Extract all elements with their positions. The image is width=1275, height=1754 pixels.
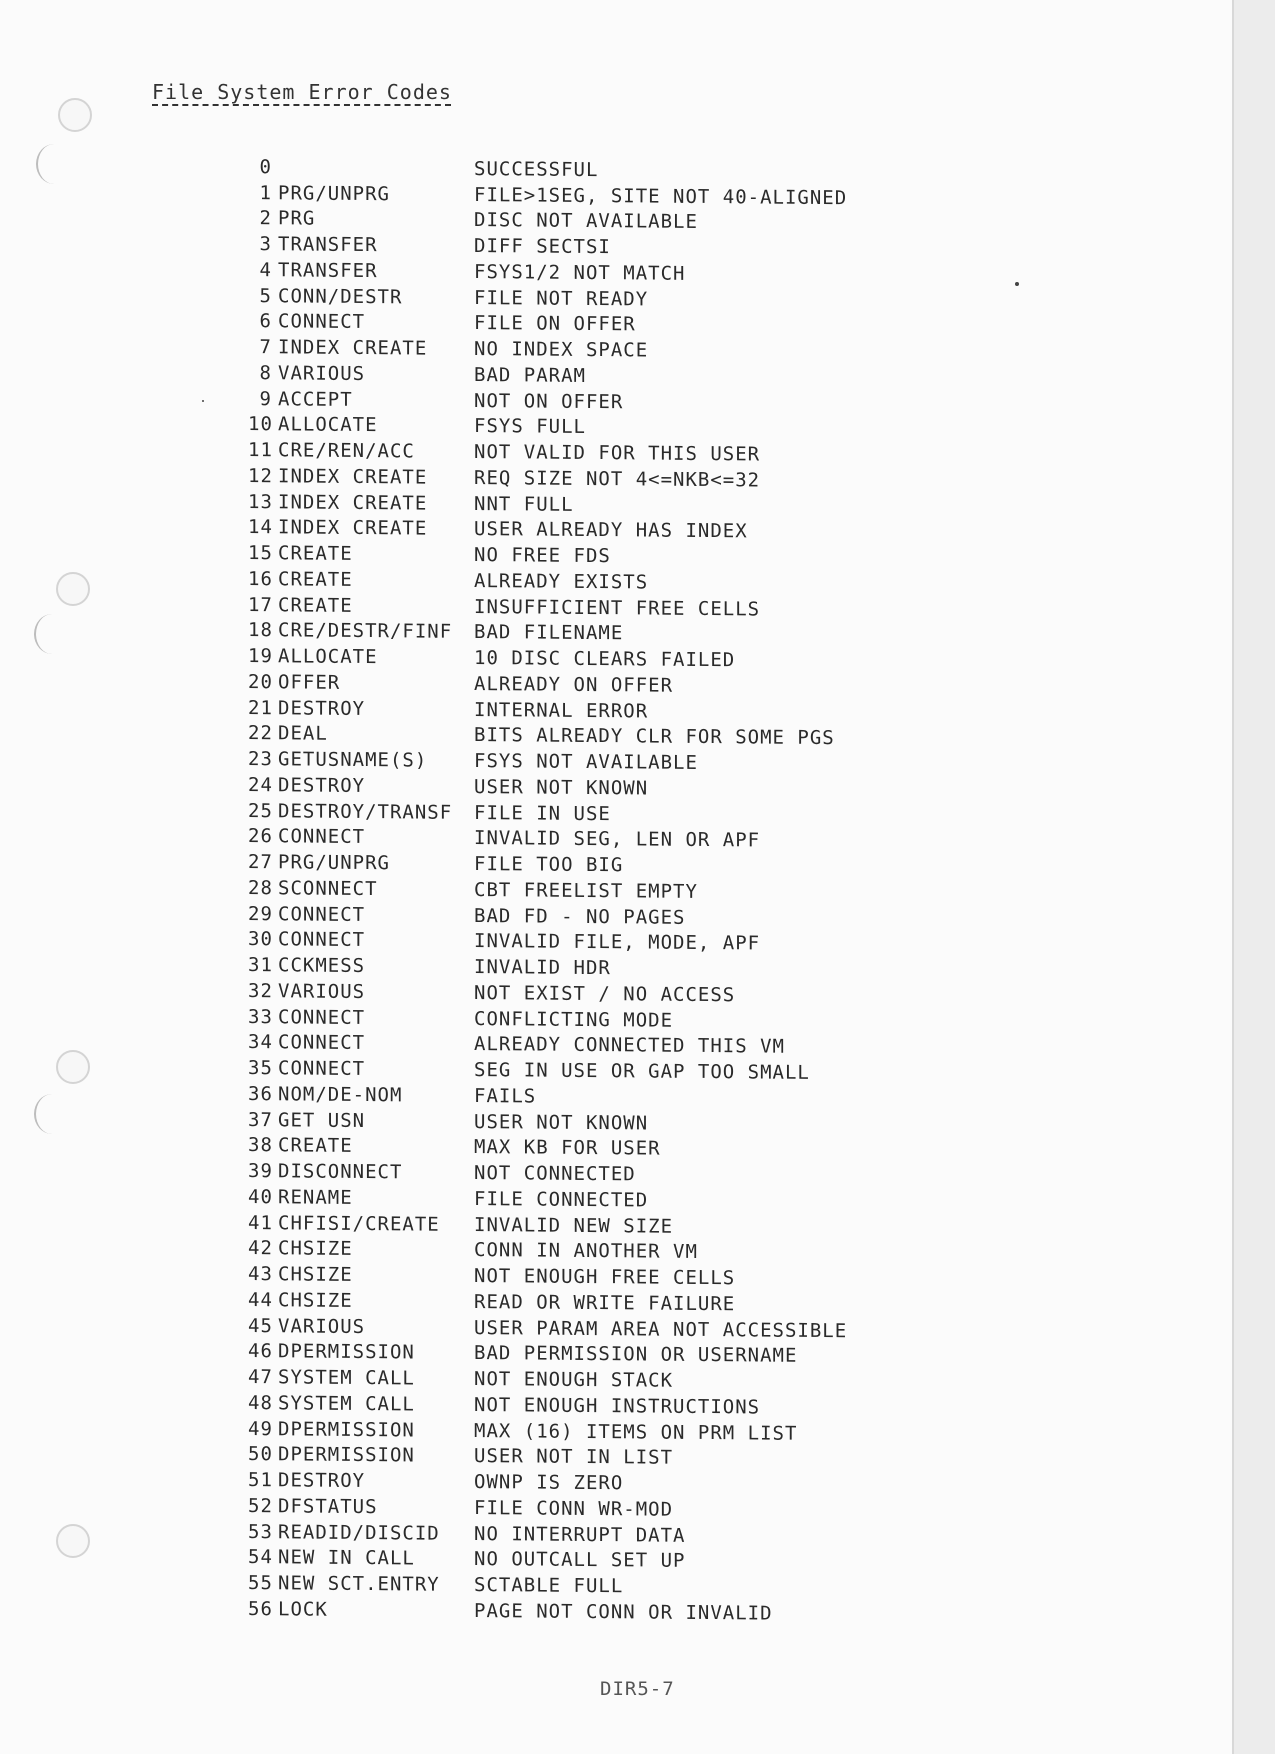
error-code-number: 27 xyxy=(248,851,273,874)
error-code-number: 56 xyxy=(248,1597,273,1621)
error-code-number: 11 xyxy=(248,439,273,462)
error-code-operation: OFFER xyxy=(278,671,341,694)
error-code-number: 18 xyxy=(248,619,273,642)
error-code-number: 24 xyxy=(248,773,273,797)
error-code-number: 41 xyxy=(248,1211,273,1234)
error-code-number: 25 xyxy=(248,799,273,822)
error-code-message: NO INDEX SPACE xyxy=(474,338,649,362)
error-code-message: ALREADY ON OFFER xyxy=(474,672,674,697)
error-code-number: 36 xyxy=(248,1082,273,1106)
error-code-message: NO INTERRUPT DATA xyxy=(474,1522,686,1547)
error-code-operation: READID/DISCID xyxy=(278,1520,440,1545)
error-code-operation: SCONNECT xyxy=(278,877,378,901)
error-code-message: NOT ENOUGH INSTRUCTIONS xyxy=(474,1393,761,1419)
error-code-operation: DESTROY xyxy=(278,696,366,720)
error-code-message: NO FREE FDS xyxy=(474,544,611,568)
error-code-number: 13 xyxy=(248,490,273,513)
error-code-operation: CONNECT xyxy=(278,902,366,926)
error-code-message: NOT EXIST / NO ACCESS xyxy=(474,981,736,1007)
error-code-message: FSYS1/2 NOT MATCH xyxy=(474,260,686,285)
error-code-operation: CHSIZE xyxy=(278,1263,353,1287)
error-code-message: INVALID HDR xyxy=(474,956,611,980)
error-code-operation: SYSTEM CALL xyxy=(278,1392,415,1416)
error-code-message: DISC NOT AVAILABLE xyxy=(474,209,698,234)
error-code-number: 28 xyxy=(248,876,273,900)
error-code-message: NNT FULL xyxy=(474,492,574,516)
error-code-operation: CHSIZE xyxy=(278,1289,353,1312)
error-code-message: USER NOT IN LIST xyxy=(474,1445,674,1470)
error-code-message: INVALID FILE, MODE, APF xyxy=(474,930,761,955)
error-code-operation: DPERMISSION xyxy=(278,1340,415,1364)
error-code-message: FAILS xyxy=(474,1084,537,1108)
error-code-message: FSYS FULL xyxy=(474,415,586,439)
error-code-message: INTERNAL ERROR xyxy=(474,698,649,723)
error-code-operation: CONN/DESTR xyxy=(278,284,403,308)
error-code-number: 37 xyxy=(248,1108,273,1131)
error-code-message: USER ALREADY HAS INDEX xyxy=(474,518,748,543)
error-code-number: 14 xyxy=(248,516,273,539)
error-code-operation: INDEX CREATE xyxy=(278,516,428,540)
error-code-number: 40 xyxy=(248,1185,273,1209)
error-code-number: 6 xyxy=(259,310,272,333)
error-code-number: 29 xyxy=(248,902,273,925)
error-code-number: 42 xyxy=(248,1237,273,1260)
error-code-operation: ACCEPT xyxy=(278,387,353,411)
error-code-operation: LOCK xyxy=(278,1598,328,1621)
error-code-operation: INDEX CREATE xyxy=(278,465,428,489)
error-code-message: INVALID NEW SIZE xyxy=(474,1213,674,1238)
error-code-message: CONN IN ANOTHER VM xyxy=(474,1239,698,1264)
error-code-message: FILE IN USE xyxy=(474,801,611,825)
error-code-number: 32 xyxy=(248,979,273,1003)
error-code-number: 3 xyxy=(259,233,272,256)
error-code-number: 9 xyxy=(259,387,272,410)
error-code-operation: DISCONNECT xyxy=(278,1160,403,1184)
error-code-operation: DPERMISSION xyxy=(278,1417,415,1442)
error-code-number: 31 xyxy=(248,954,273,977)
error-code-operation: CONNECT xyxy=(278,1031,366,1055)
error-code-operation: INDEX CREATE xyxy=(278,490,428,515)
error-code-number: 5 xyxy=(259,284,272,307)
punch-hole xyxy=(58,98,92,132)
error-code-operation: CONNECT xyxy=(278,825,366,849)
error-code-message: BAD FILENAME xyxy=(474,621,624,645)
error-code-operation: TRANSFER xyxy=(278,259,378,283)
error-code-operation: CONNECT xyxy=(278,1005,366,1029)
error-code-message: NOT ENOUGH STACK xyxy=(474,1368,674,1392)
error-code-message: DIFF SECTSI xyxy=(474,235,611,259)
error-code-number: 1 xyxy=(259,181,272,204)
error-code-message: OWNP IS ZERO xyxy=(474,1471,624,1495)
error-code-operation: DESTROY xyxy=(278,774,366,797)
error-code-operation: DEAL xyxy=(278,722,328,746)
error-code-message: ALREADY CONNECTED THIS VM xyxy=(474,1033,785,1059)
error-code-operation: NEW IN CALL xyxy=(278,1546,415,1570)
error-code-operation: RENAME xyxy=(278,1186,353,1209)
error-code-operation: GETUSNAME(S) xyxy=(278,748,428,772)
error-code-message: PAGE NOT CONN OR INVALID xyxy=(474,1599,773,1625)
error-code-number: 51 xyxy=(248,1469,273,1492)
punch-hole xyxy=(56,1050,90,1084)
error-code-operation: GET USN xyxy=(278,1108,366,1132)
page-number: DIR5-7 xyxy=(600,1678,675,1700)
error-code-number: 26 xyxy=(248,825,273,848)
error-code-message: NOT ON OFFER xyxy=(474,389,624,413)
error-code-operation: CHFISI/CREATE xyxy=(278,1211,440,1236)
error-code-table xyxy=(248,154,847,1627)
error-code-number: 8 xyxy=(259,361,272,385)
error-code-message: CONFLICTING MODE xyxy=(474,1007,674,1032)
error-code-number: 17 xyxy=(248,593,273,616)
error-code-operation: CREATE xyxy=(278,593,353,617)
error-code-operation: DESTROY xyxy=(278,1469,366,1493)
error-code-message: NOT VALID FOR THIS USER xyxy=(474,441,761,466)
error-code-message: FILE>1SEG, SITE NOT 40-ALIGNED xyxy=(474,183,848,209)
punch-hole xyxy=(56,572,90,606)
error-code-number: 10 xyxy=(248,413,273,436)
error-code-operation: TRANSFER xyxy=(278,233,378,257)
error-code-operation: SYSTEM CALL xyxy=(278,1366,415,1390)
error-code-operation: CREATE xyxy=(278,542,353,566)
error-code-message: USER PARAM AREA NOT ACCESSIBLE xyxy=(474,1316,848,1342)
error-code-number: 50 xyxy=(248,1443,273,1466)
error-code-operation: NEW SCT.ENTRY xyxy=(278,1572,440,1596)
error-code-operation: ALLOCATE xyxy=(278,413,378,437)
error-code-message: INVALID SEG, LEN OR APF xyxy=(474,827,761,852)
error-code-operation: DPERMISSION xyxy=(278,1443,415,1467)
error-code-message: FILE CONNECTED xyxy=(474,1187,649,1212)
error-code-message: FSYS NOT AVAILABLE xyxy=(474,750,698,775)
error-code-operation: CRE/REN/ACC xyxy=(278,439,415,463)
error-code-number: 33 xyxy=(248,1005,273,1028)
error-code-number: 52 xyxy=(248,1494,273,1518)
error-code-number: 43 xyxy=(248,1263,273,1286)
error-code-operation: CREATE xyxy=(278,568,353,591)
error-code-number: 15 xyxy=(248,542,273,565)
error-code-operation: PRG/UNPRG xyxy=(278,181,390,205)
error-code-number: 23 xyxy=(248,748,273,771)
error-code-message: MAX (16) ITEMS ON PRM LIST xyxy=(474,1419,798,1445)
error-code-number: 20 xyxy=(248,670,273,694)
error-code-operation: VARIOUS xyxy=(278,1314,366,1338)
error-code-number: 49 xyxy=(248,1417,273,1440)
error-code-operation: VARIOUS xyxy=(278,980,366,1003)
ink-speck xyxy=(1015,282,1019,286)
error-code-number: 30 xyxy=(248,928,273,951)
error-code-operation: CREATE xyxy=(278,1134,353,1158)
error-code-operation: ALLOCATE xyxy=(278,645,378,669)
error-code-operation: DESTROY/TRANSF xyxy=(278,799,453,824)
error-code-number: 48 xyxy=(248,1391,273,1415)
error-code-message: USER NOT KNOWN xyxy=(474,775,649,800)
error-code-number: 16 xyxy=(248,567,273,591)
error-code-number: 47 xyxy=(248,1366,273,1389)
error-code-operation: NOM/DE-NOM xyxy=(278,1083,403,1107)
error-code-number: 4 xyxy=(259,258,272,282)
error-code-operation: CONNECT xyxy=(278,310,366,334)
error-code-number: 2 xyxy=(259,207,272,230)
error-code-row xyxy=(248,1596,847,1627)
error-code-number: 46 xyxy=(248,1340,273,1363)
error-code-message: USER NOT KNOWN xyxy=(474,1110,649,1135)
error-code-operation: CONNECT xyxy=(278,1057,366,1081)
error-code-operation: CCKMESS xyxy=(278,954,366,978)
error-code-message: NOT ENOUGH FREE CELLS xyxy=(474,1265,736,1290)
error-code-message: FILE NOT READY xyxy=(474,286,649,311)
error-code-operation: CRE/DESTR/FINF xyxy=(278,619,453,644)
error-code-message: FILE TOO BIG xyxy=(474,853,624,877)
error-code-number: 53 xyxy=(248,1520,273,1543)
error-code-message: ALREADY EXISTS xyxy=(474,569,649,594)
error-code-number: 34 xyxy=(248,1031,273,1054)
error-code-number: 22 xyxy=(248,722,273,745)
error-code-message: BAD PARAM xyxy=(474,363,586,387)
punch-hole-shadow xyxy=(34,614,70,654)
punch-hole xyxy=(56,1524,90,1558)
error-code-message: BITS ALREADY CLR FOR SOME PGS xyxy=(474,724,835,750)
error-code-message: CBT FREELIST EMPTY xyxy=(474,878,698,903)
error-code-number: 38 xyxy=(248,1134,273,1157)
error-code-message: NOT CONNECTED xyxy=(474,1162,636,1186)
error-code-message: REQ SIZE NOT 4<=NKB<=32 xyxy=(474,466,761,492)
punch-hole-shadow xyxy=(36,144,72,184)
error-code-operation: VARIOUS xyxy=(278,362,366,385)
error-code-message: FILE CONN WR-MOD xyxy=(474,1496,674,1521)
error-code-message: MAX KB FOR USER xyxy=(474,1136,661,1160)
error-code-operation: PRG/UNPRG xyxy=(278,851,390,875)
error-code-message: SEG IN USE OR GAP TOO SMALL xyxy=(474,1059,810,1085)
error-code-message: READ OR WRITE FAILURE xyxy=(474,1290,736,1316)
error-code-message: FILE ON OFFER xyxy=(474,312,636,336)
error-code-number: 44 xyxy=(248,1288,273,1312)
error-code-message: INSUFFICIENT FREE CELLS xyxy=(474,595,761,621)
error-code-message: NO OUTCALL SET UP xyxy=(474,1548,686,1573)
error-code-number: 39 xyxy=(248,1160,273,1183)
error-code-number: 19 xyxy=(248,645,273,668)
error-code-operation: INDEX CREATE xyxy=(278,336,428,360)
error-code-operation: CONNECT xyxy=(278,928,366,952)
error-code-number: 35 xyxy=(248,1057,273,1080)
error-code-message: BAD PERMISSION OR USERNAME xyxy=(474,1342,798,1368)
page-title: File System Error Codes xyxy=(152,80,452,104)
error-code-number: 0 xyxy=(259,155,272,179)
error-code-number: 54 xyxy=(248,1546,273,1569)
error-code-message: SCTABLE FULL xyxy=(474,1574,624,1598)
error-code-number: 45 xyxy=(248,1314,273,1337)
error-code-number: 12 xyxy=(248,464,273,488)
punch-hole-shadow xyxy=(34,1094,70,1134)
error-code-message: SUCCESSFUL xyxy=(474,157,599,181)
ink-speck xyxy=(202,400,204,402)
error-code-number: 21 xyxy=(248,696,273,719)
error-code-operation: CHSIZE xyxy=(278,1237,353,1261)
error-code-operation: PRG xyxy=(278,207,316,230)
error-code-operation: DFSTATUS xyxy=(278,1495,378,1519)
error-code-number: 7 xyxy=(259,336,272,359)
error-code-message: 10 DISC CLEARS FAILED xyxy=(474,647,736,672)
error-code-operation xyxy=(278,167,474,169)
error-code-number: 55 xyxy=(248,1572,273,1595)
error-code-message: BAD FD - NO PAGES xyxy=(474,904,686,929)
